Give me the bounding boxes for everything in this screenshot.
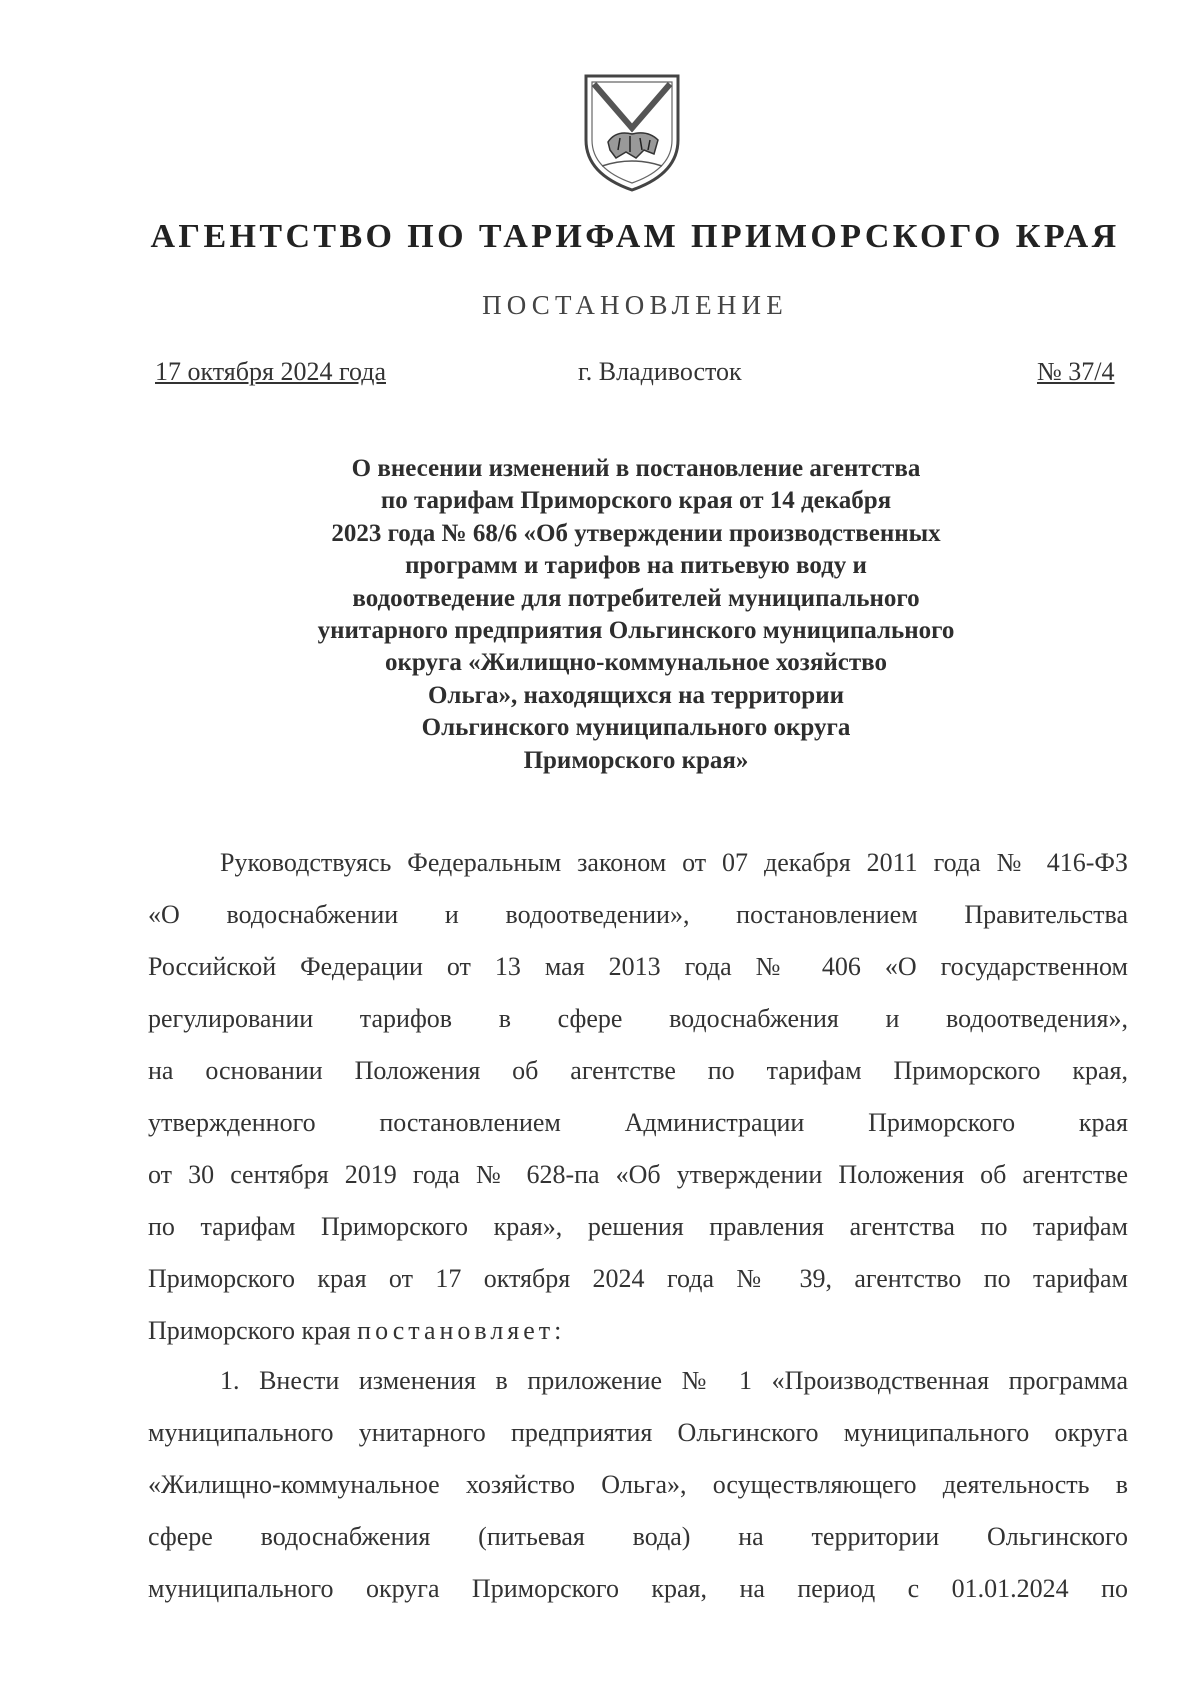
paragraph-line: от 30 сентября 2019 года № 628-па «Об утверждении Положения об агентстве (148, 1160, 1128, 1189)
document-title (180, 453, 1092, 777)
preamble-paragraph (148, 837, 1128, 1357)
document-date: 17 октября 2024 года (155, 357, 386, 386)
paragraph-last-line (148, 1305, 1128, 1357)
paragraph-line: по тарифам Приморского края», решения правления агентства по тарифам (148, 1212, 1128, 1241)
paragraph-line: на основании Положения об агентстве по тарифам Приморского края, (148, 1056, 1128, 1085)
title-line: унитарного предприятия Ольгинского муниципального (317, 617, 955, 645)
title-line: по тарифам Приморского края от 14 декабря (380, 487, 892, 515)
paragraph-line: муниципального унитарного предприятия Ольгинского муниципального округа (148, 1418, 1128, 1447)
document-city: г. Владивосток (578, 357, 742, 386)
paragraph-line: 1. Внести изменения в приложение № 1 «Производственная программа (220, 1366, 1128, 1395)
title-line: Приморского края» (523, 746, 749, 774)
title-line: округа «Жилищно-коммунальное хозяйство (385, 649, 887, 677)
title-line: водоотведение для потребителей муниципального (352, 584, 920, 612)
paragraph-line-prefix: Приморского края (148, 1316, 358, 1345)
title-line: программ и тарифов на питьевую воду и (405, 552, 867, 580)
coat-of-arms-icon (580, 70, 684, 194)
paragraph-line: «Жилищно-коммунальное хозяйство Ольга», осуществляющего деятельность в (148, 1470, 1128, 1499)
title-line: 2023 года № 68/6 «Об утверждении производственных (331, 519, 941, 547)
paragraph-line: утвержденного постановлением Администрации Приморского края (148, 1108, 1128, 1137)
paragraph-line: Руководствуясь Федеральным законом от 07 декабря 2011 года № 416-ФЗ (220, 848, 1128, 877)
document-number: № 37/4 (1037, 357, 1115, 386)
agency-name: АГЕНТСТВО ПО ТАРИФАМ ПРИМОРСКОГО КРАЯ (150, 218, 1120, 255)
paragraph-line: муниципального округа Приморского края, на период с 01.01.2024 по (148, 1574, 1128, 1603)
paragraph-line: регулировании тарифов в сфере водоснабжения и водоотведения», (148, 1004, 1128, 1033)
item-1-paragraph (148, 1355, 1128, 1615)
title-line: Ольгинского муниципального округа (421, 714, 851, 742)
resolves-word: постановляет: (357, 1316, 566, 1345)
paragraph-line: «О водоснабжении и водоотведении», постановлением Правительства (148, 900, 1128, 929)
document-type: ПОСТАНОВЛЕНИЕ (482, 290, 788, 320)
title-line: О внесении изменений в постановление агентства (351, 455, 921, 482)
paragraph-line: Российской Федерации от 13 мая 2013 года № 406 «О государственном (148, 952, 1128, 981)
paragraph-line: Приморского края от 17 октября 2024 года № 39, агентство по тарифам (148, 1264, 1128, 1293)
paragraph-line: сфере водоснабжения (питьевая вода) на территории Ольгинского (148, 1522, 1128, 1551)
title-line: Ольга», находящихся на территории (427, 681, 844, 709)
